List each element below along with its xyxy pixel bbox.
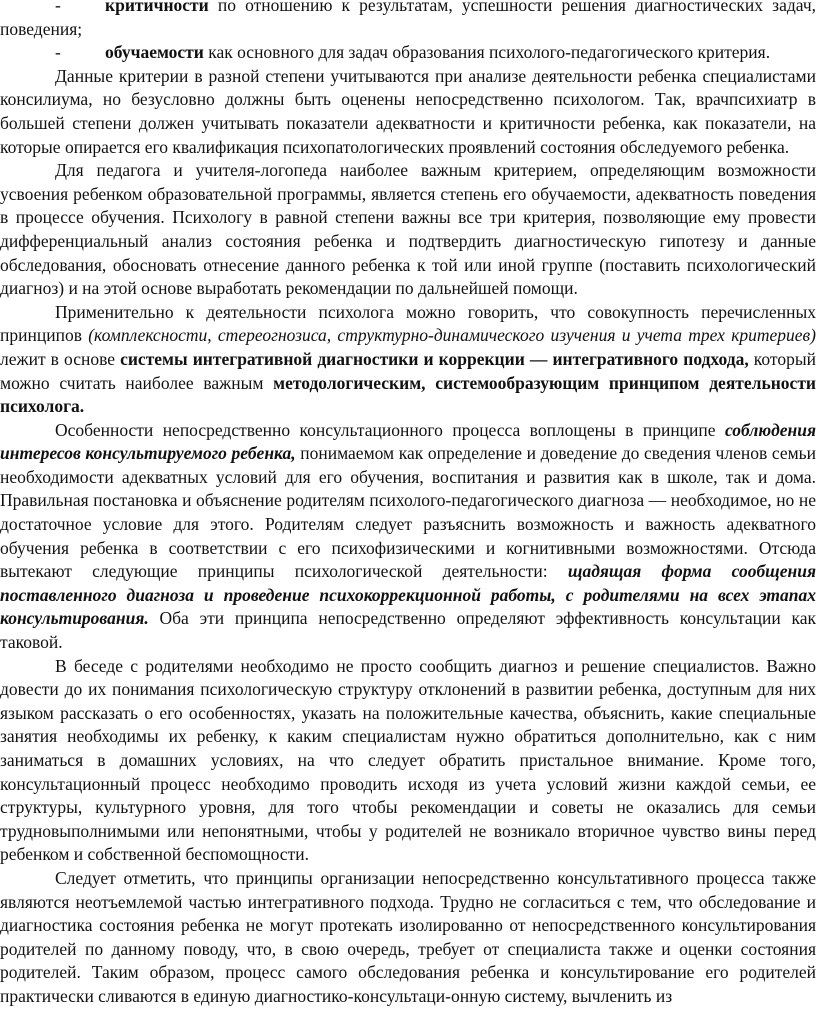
bullet-text-learnability: как основного для задач образования психолого-педагогического критерия.	[203, 42, 771, 63]
bold-segment: системы интегративной диагностики и коррекции — интегративного подхода,	[120, 348, 749, 369]
text-segment: Оба эти принципа непосредственно определяют эффективность консультации как таковой.	[0, 608, 816, 653]
paragraph-consultation	[0, 419, 816, 655]
bullet-learnability	[0, 41, 816, 65]
bold-italic-segment: соблюдения интересов консультируемого ребенка,	[0, 419, 816, 464]
text-segment: Применительно к деятельности психолога можно говорить, что совокупность перечисленных принципов	[0, 301, 816, 346]
bullet-criticality	[0, 0, 816, 41]
paragraph-teacher: Для педагога и учителя-логопеда наиболее важным критерием, определяющим возможности усвоения ребенком образовательной программы, является степень его обучаемости, адекватность поведения в процессе обучения. Психологу в равной степени важны все три критерия, позволяющие ему провести дифференциальный анализ состояния ребенка и подтвердить диагностическую гипотезу и данные обследования, обосновать отнесение данного ребенка к той или иной группе (поставить психологический диагноз) и на этой основе выработать рекомендации по дальнейшей помощи.	[0, 160, 816, 299]
text-segment: Особенности непосредственно консультационного процесса воплощены в принципе	[55, 419, 725, 440]
bullet-term-criticality: критичности	[105, 0, 209, 15]
paragraph-consultative-process: Следует отметить, что принципы организации непосредственно консультативного процесса также являются неотъемлемой частью интегративного подхода. Трудно не согласиться с тем, что обследование и диагностика состояния ребенка не могут протекать изолированно от непосредственного консультирования родителей по данному поводу, что, в свою очередь, требует от специалиста также и оценки состояния родителей. Таким образом, процесс самого обследования ребенка и консультирование его родителей практически сливаются в единую диагностико-консультаци-онную систему, вычленить из	[0, 867, 816, 1006]
paragraph-parents-conversation: В беседе с родителями необходимо не просто сообщить диагноз и решение специалистов. Важно довести до их понимания психологическую структуру отклонений в развитии ребенка, доступным для них языком рассказать о его особенностях, указать на положительные качества, объяснить, какие специальные занятия необходимы их ребенку, к каким специалистам нужно обратиться дополнительно, как с ним заниматься в домашних условиях, на что следует обратить пристальное внимание. Кроме того, консультационный процесс необходимо проводить исходя из учета условий жизни каждой семьи, ее структуры, культурного уровня, для того чтобы рекомендации и советы не оказались для семьи трудновыполнимыми или непонятными, чтобы у родителей не возникало вторичное чувство вины перед ребенком и собственной беспомощности.	[0, 655, 816, 865]
text-segment: лежит в основе	[0, 348, 121, 369]
bold-italic-segment: щадящая форма сообщения поставленного диагноза и проведение психокоррекционной работы, с родителями на всех этапах консультирования.	[0, 561, 816, 629]
bold-segment: методологическим, системообразующим принципом деятельности психолога.	[0, 372, 816, 417]
bullet-term-learnability: обучаемости	[105, 42, 204, 63]
paragraph-psychologist	[0, 301, 816, 419]
text-segment: который можно считать наиболее важным	[0, 348, 816, 393]
bullet-text-criticality: по отношению к результатам, успешности решения диагностических задач, поведения;	[0, 0, 816, 39]
italic-segment: (комплексности, стереогнозиса, структурно-динамического изучения и учета трех критериев)	[88, 325, 816, 346]
bullet-dash: -	[55, 42, 61, 63]
paragraph-criteria: Данные критерии в разной степени учитываются при анализе деятельности ребенка специалистами консилиума, но безусловно должны быть оценены непосредственно психологом. Так, врачпсихиатр в большей степени должен учитывать показатели адекватности и критичности ребенка, как показатели, на которые опирается его квалификация психопатологических проявлений состояния обследуемого ребенка.	[0, 65, 816, 157]
text-segment: понимаемом как определение и доведение до сведения членов семьи необходимости адекватных условий для его обучения, воспитания и развития как в школе, так и дома. Правильная постановка и объяснение родителям психолого-педагогического диагноза — необходимое, но не достаточное условие для этого. Родителям следует разъяснить возможность и важность адекватного обучения ребенка в соответствии с его психофизическими и когнитивными возможностями. Отсюда вытекают следующие принципы психологической деятельности:	[0, 443, 816, 582]
bullet-dash: -	[55, 0, 61, 15]
